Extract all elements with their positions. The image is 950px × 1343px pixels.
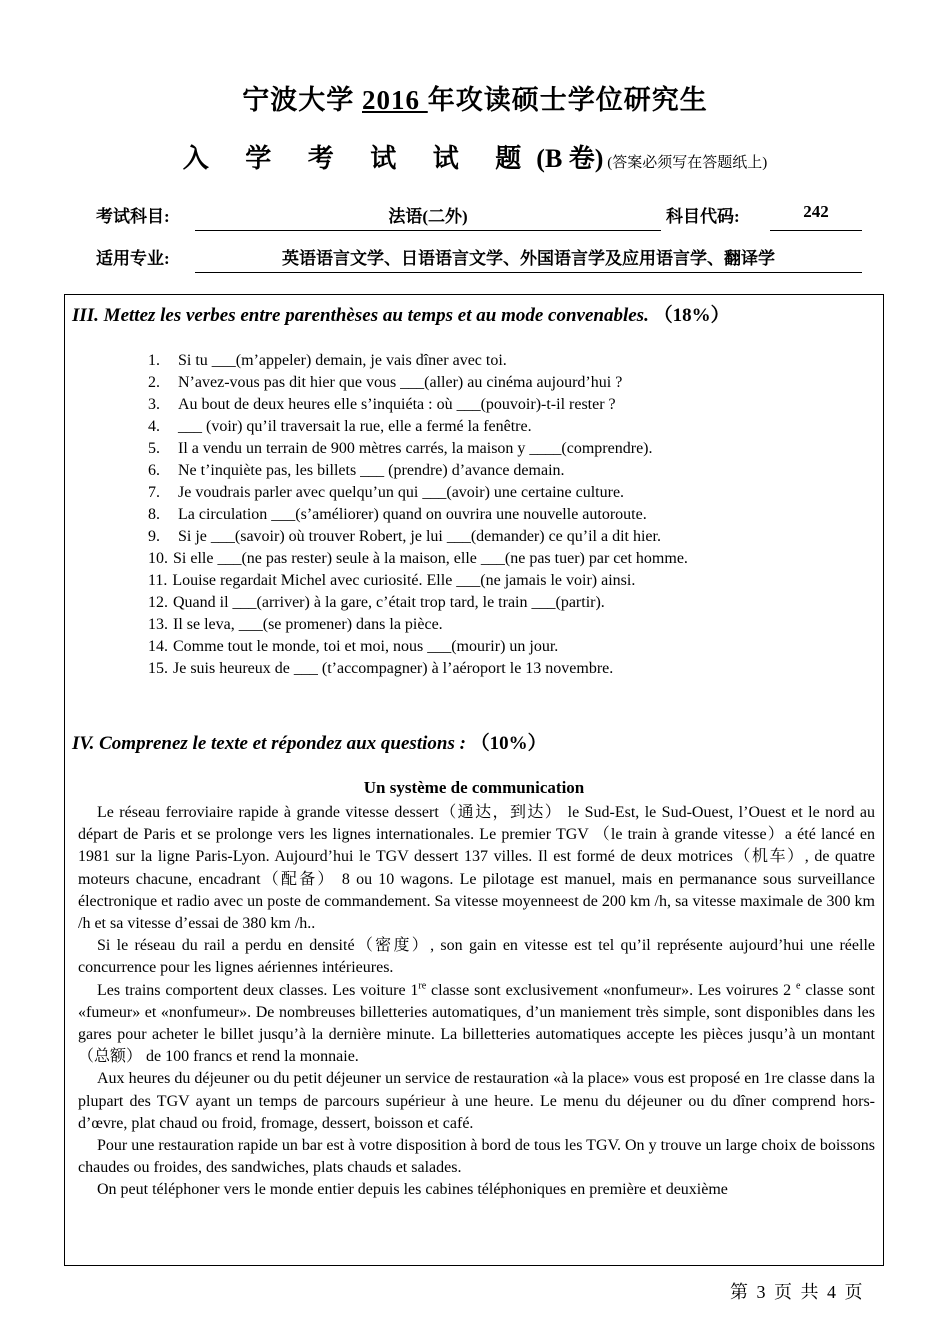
subject-underline — [195, 230, 661, 231]
subtitle-text: 入 学 考 试 试 题 — [182, 144, 537, 173]
question-number: 8. — [148, 506, 160, 523]
question-number: 14. — [148, 638, 168, 655]
question-text: Si elle ___(ne pas rester) seule à la maison, elle ___(ne pas tuer) par cet homme. — [173, 550, 688, 567]
question-number: 7. — [148, 484, 160, 501]
major-value: 英语语言文学、日语语言文学、外国语言学及应用语言学、翻译学 — [282, 249, 775, 268]
question-item — [148, 526, 688, 548]
question-item — [148, 350, 688, 372]
subject-value: 法语(二外) — [388, 207, 468, 226]
question-text: Il a vendu un terrain de 900 mètres carrés, la maison y ____(comprendre). — [178, 440, 653, 457]
paragraph-part: Les trains comportent deux classes. Les voiture 1 — [97, 981, 419, 999]
question-item — [148, 460, 688, 482]
question-number: 10. — [148, 550, 168, 567]
question-number: 12. — [148, 594, 168, 611]
page-number: 第 3 页 共 4 页 — [730, 1282, 865, 1302]
question-number: 3. — [148, 396, 160, 413]
question-item — [148, 482, 688, 504]
major-label: 适用专业: — [96, 249, 170, 268]
question-list — [148, 350, 688, 680]
question-item — [148, 636, 688, 658]
question-text: Je voudrais parler avec quelqu’un qui ___(avoir) une certaine culture. — [178, 484, 625, 501]
question-item — [148, 570, 688, 592]
passage-paragraph: Si le réseau du rail a perdu en densité（密度）, son gain en vitesse est tel qu’il représente aujourd’hui une réelle concurrence pour les lignes aériennes intérieures. — [78, 937, 875, 977]
superscript: e — [795, 980, 801, 992]
paragraph-part: classe sont «fumeur» et «nonfumeur». De nombreuses billetteries automatiques, d’un maniement très simple, sont disponibles dans les gares pour acheter le billet jusqu’à la dernière minute. La billetteries automatiques accepte les pièces jusqu’à un montant（总额） de 100 francs et rend la monnaie. — [78, 981, 876, 1066]
section3-title — [72, 300, 730, 327]
question-text: La circulation ___(s’améliorer) quand on ouvrira une nouvelle autoroute. — [178, 506, 647, 523]
paper-type: (B 卷) — [536, 144, 604, 173]
section4-percent: （10%） — [465, 733, 547, 754]
question-item — [148, 504, 688, 526]
question-item — [148, 592, 688, 614]
title-year: 2016 — [362, 85, 428, 115]
title-program: 年攻读硕士学位研究生 — [427, 85, 708, 115]
superscript: re — [418, 980, 427, 992]
section3-percent: （18%） — [648, 305, 730, 326]
question-number: 13. — [148, 616, 168, 633]
question-text: Au bout de deux heures elle s’inquiéta : où ___(pouvoir)-t-il rester ? — [178, 396, 616, 413]
question-text: ___ (voir) qu’il traversait la rue, elle a fermé la fenêtre. — [178, 418, 532, 435]
passage-paragraph: Le réseau ferroviaire rapide à grande vitesse dessert（通达，到达） le Sud-Est, le Sud-Ouest, l’Ouest et le nord au départ de Paris et se prolonge vers les lignes internationales. Le premier TGV （le train à grande vitesse）a été lancé en 1981 sur la ligne Paris-Lyon. Aujourd’hui le TGV dessert 137 villes. Il est formé de deux motrices（机车）, de quatre moteurs chacune, encadrant（配备） 8 ou 10 wagons. Le pilotage est manuel, mais en permanance sous surveillance électronique et radio avec un poste de commandement. Sa vitesse moyenneest de 200 km /h, sa vitesse maximale de 300 km /h et sa vitesse d’essai de 380 km /h.. — [78, 804, 875, 933]
question-text: Je suis heureux de ___ (t’accompagner) à l’aéroport le 13 novembre. — [173, 660, 614, 677]
title-university: 宁波大学 — [242, 85, 362, 115]
question-item — [148, 658, 688, 680]
question-number: 2. — [148, 374, 160, 391]
section4-title — [72, 728, 547, 755]
question-text: Si je ___(savoir) où trouver Robert, je lui ___(demander) ce qu’il a dit hier. — [178, 528, 661, 545]
question-item — [148, 416, 688, 438]
code-label: 科目代码: — [666, 207, 740, 226]
exam-title — [0, 78, 950, 117]
question-item — [148, 614, 688, 636]
question-number: 11. — [148, 572, 168, 589]
question-number: 5. — [148, 440, 160, 457]
question-text: Comme tout le monde, toi et moi, nous ___(mourir) un jour. — [173, 638, 559, 655]
passage-paragraph: Pour une restauration rapide un bar est à votre disposition à bord de tous les TGV. On y trouve un large choix de boissons chaudes ou froides, des sandwiches, plats chauds et salades. — [78, 1137, 875, 1177]
question-text: N’avez-vous pas dit hier que vous ___(aller) au cinéma aujourd’hui ? — [178, 374, 623, 391]
section4-title-text: IV. Comprenez le texte et répondez aux questions : — [72, 733, 466, 754]
question-item — [148, 548, 688, 570]
major-underline — [195, 272, 862, 273]
code-value: 242 — [803, 202, 829, 221]
question-text: Ne t’inquiète pas, les billets ___ (prendre) d’avance demain. — [178, 462, 565, 479]
subject-label: 考试科目: — [96, 207, 170, 226]
passage-paragraph — [78, 980, 875, 1069]
answer-note: (答案必须写在答题纸上) — [603, 155, 768, 171]
question-text: Il se leva, ___(se promener) dans la pièce. — [173, 616, 443, 633]
question-item — [148, 372, 688, 394]
passage-title: Un système de communication — [363, 778, 585, 797]
question-text: Louise regardait Michel avec curiosité. Elle ___(ne jamais le voir) ainsi. — [172, 572, 636, 589]
question-text: Si tu ___(m’appeler) demain, je vais dîner avec toi. — [178, 352, 507, 369]
code-underline — [770, 230, 862, 231]
exam-subtitle — [0, 138, 950, 175]
paragraph-part: classe sont exclusivement «nonfumeur». Les voirures 2 — [426, 981, 796, 999]
section3-title-text: III. Mettez les verbes entre parenthèses au temps et au mode convenables. — [72, 305, 649, 326]
question-number: 6. — [148, 462, 160, 479]
question-number: 15. — [148, 660, 168, 677]
question-text: Quand il ___(arriver) à la gare, c’était trop tard, le train ___(partir). — [173, 594, 605, 611]
passage — [78, 802, 875, 1202]
question-item — [148, 394, 688, 416]
question-item — [148, 438, 688, 460]
passage-paragraph: Aux heures du déjeuner ou du petit déjeuner un service de restauration «à la place» vous est proposé en 1re classe dans la plupart des TGV ayant un temps de parcours supérieur à une heure. Le menu du déjeuner ou du dîner comprend hors-d’œvre, plat chaud ou froid, fromage, dessert, boisson et café. — [78, 1070, 875, 1132]
question-number: 9. — [148, 528, 160, 545]
question-number: 1. — [148, 352, 160, 369]
passage-paragraph: On peut téléphoner vers le monde entier depuis les cabines téléphoniques en première et deuxième — [97, 1181, 728, 1199]
question-number: 4. — [148, 418, 160, 435]
